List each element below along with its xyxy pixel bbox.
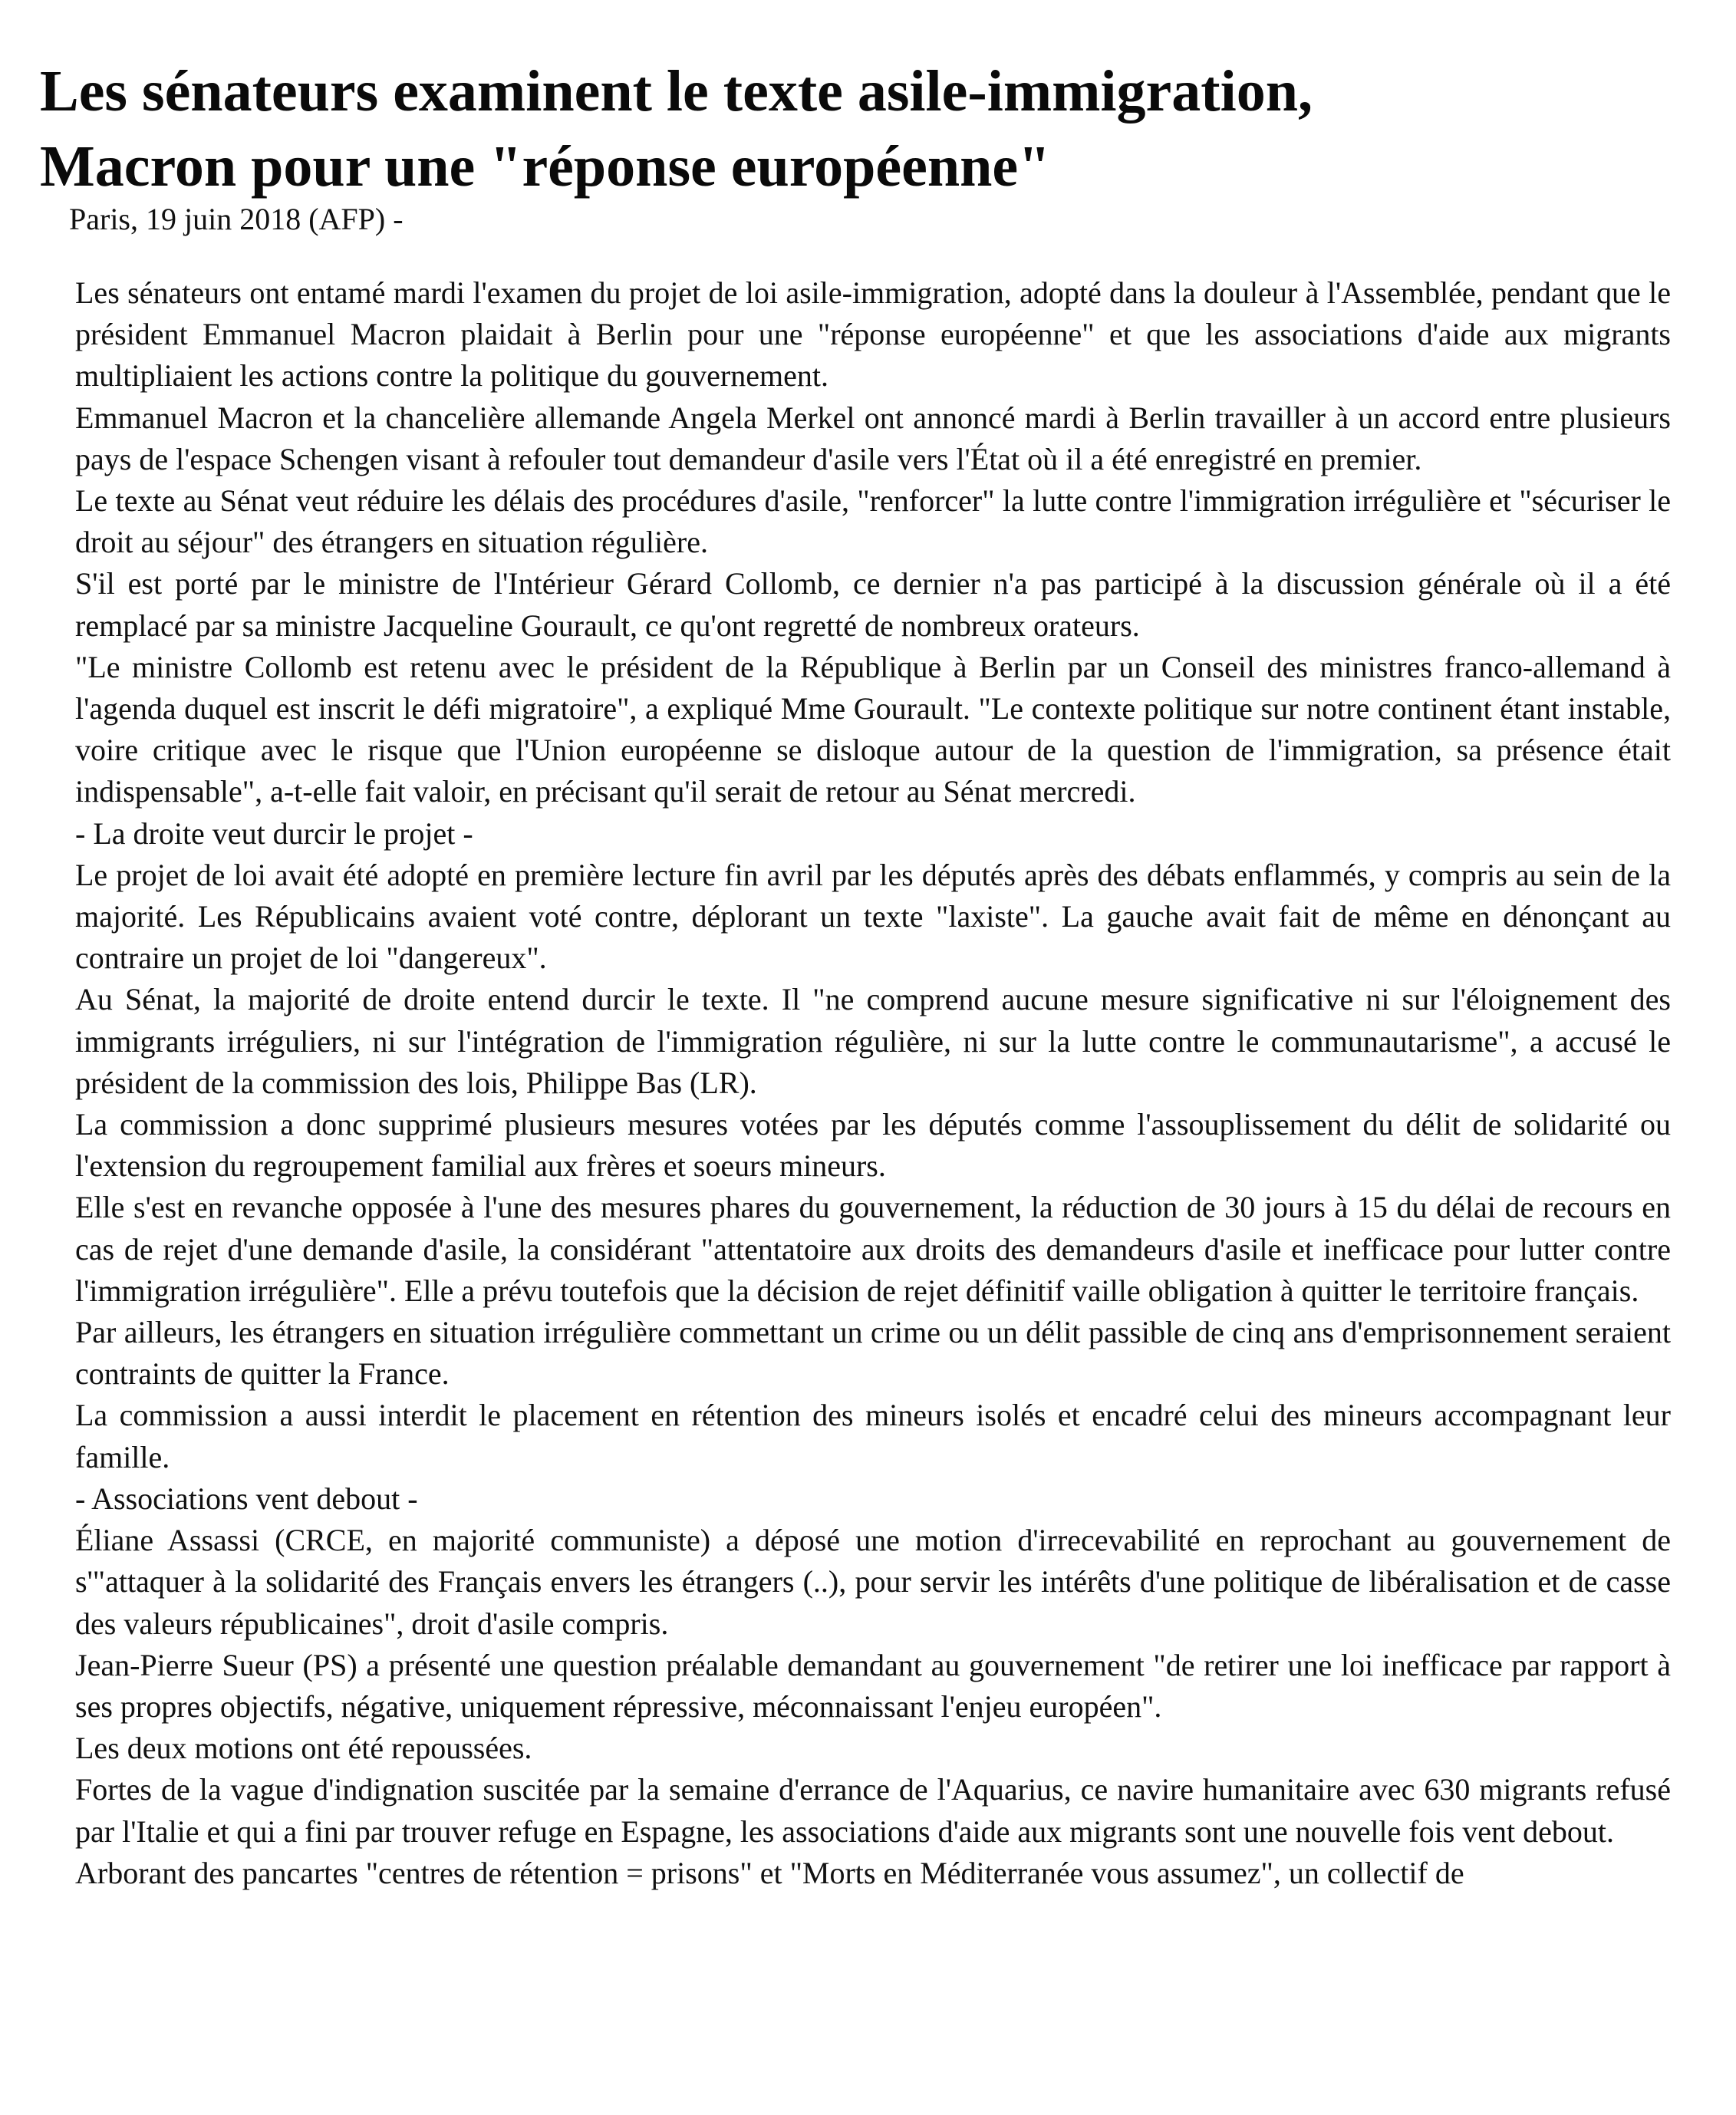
paragraph: Jean-Pierre Sueur (PS) a présenté une question préalable demandant au gouvernement "de retirer une loi inefficace par rapport à ses propres objectifs, négative, uniquement répressive, méconnaissant l'enjeu européen".: [75, 1647, 1671, 1724]
paragraph: Elle s'est en revanche opposée à l'une des mesures phares du gouvernement, la réduction de 30 jours à 15 du délai de recours en cas de rejet d'une demande d'asile, la considérant "attentatoire aux droits des demandeurs d'asile et inefficace pour lutter contre l'immigration irrégulière". Elle a prévu toutefois que la décision de rejet définitif vaille obligation à quitter le territoire français.: [75, 1190, 1671, 1308]
paragraph: Éliane Assassi (CRCE, en majorité communiste) a déposé une motion d'irrecevabilité en reprochant au gouvernement de s'"attaquer à la solidarité des Français envers les étrangers (..), pour servir les intérêts d'une politique de libéralisation et de casse des valeurs républicaines", droit d'asile compris.: [75, 1523, 1671, 1641]
paragraph: Le projet de loi avait été adopté en première lecture fin avril par les députés après des débats enflammés, y compris au sein de la majorité. Les Républicains avaient voté contre, déplorant un texte "laxiste". La gauche avait fait de même en dénonçant au contraire un projet de loi "dangereux".: [75, 857, 1671, 976]
article-body: [75, 272, 1671, 1894]
paragraph: Fortes de la vague d'indignation suscitée par la semaine d'errance de l'Aquarius, ce navire humanitaire avec 630 migrants refusé par l'Italie et qui a fini par trouver refuge en Espagne, les associations d'aide aux migrants sont une nouvelle fois vent debout.: [75, 1772, 1671, 1849]
paragraph: Arborant des pancartes "centres de rétention = prisons" et "Morts en Méditerranée vous assumez", un collectif de: [75, 1855, 1464, 1890]
paragraph: Les sénateurs ont entamé mardi l'examen du projet de loi asile-immigration, adopté dans la douleur à l'Assemblée, pendant que le président Emmanuel Macron plaidait à Berlin pour une "réponse européenne" et que les associations d'aide aux migrants multipliaient les actions contre la politique du gouvernement.: [75, 275, 1671, 394]
paragraph: Le texte au Sénat veut réduire les délais des procédures d'asile, "renforcer" la lutte contre l'immigration irrégulière et "sécuriser le droit au séjour" des étrangers en situation régulière.: [75, 483, 1671, 560]
paragraph: S'il est porté par le ministre de l'Intérieur Gérard Collomb, ce dernier n'a pas participé à la discussion générale où il a été remplacé par sa ministre Jacqueline Gourault, ce qu'ont regretté de nombreux orateurs.: [75, 566, 1671, 643]
headline-line-2: Macron pour une "réponse européenne": [40, 134, 1051, 199]
headline-line-1: Les sénateurs examinent le texte asile-immigration,: [40, 59, 1313, 124]
section-subheading: - La droite veut durcir le projet -: [75, 815, 473, 851]
paragraph: La commission a aussi interdit le placement en rétention des mineurs isolés et encadré celui des mineurs accompagnant leur famille.: [75, 1398, 1671, 1474]
article-headline: [40, 54, 1689, 204]
paragraph: Les deux motions ont été repoussées.: [75, 1731, 532, 1766]
paragraph: Emmanuel Macron et la chancelière allemande Angela Merkel ont annoncé mardi à Berlin travailler à un accord entre plusieurs pays de l'espace Schengen visant à refouler tout demandeur d'asile vers l'État où il a été enregistré en premier.: [75, 400, 1671, 476]
paragraph: "Le ministre Collomb est retenu avec le président de la République à Berlin par un Conseil des ministres franco-allemand à l'agenda duquel est inscrit le défi migratoire", a expliqué Mme Gourault. "Le contexte politique sur notre continent étant instable, voire critique avec le risque que l'Union européenne se disloque autour de la question de l'immigration, sa présence était indispensable", a-t-elle fait valoir, en précisant qu'il serait de retour au Sénat mercredi.: [75, 649, 1671, 809]
paragraph: Par ailleurs, les étrangers en situation irrégulière commettant un crime ou un délit passible de cinq ans d'emprisonnement seraient contraints de quitter la France.: [75, 1315, 1671, 1392]
paragraph: La commission a donc supprimé plusieurs mesures votées par les députés comme l'assouplissement du délit de solidarité ou l'extension du regroupement familial aux frères et soeurs mineurs.: [75, 1107, 1671, 1184]
paragraph: Au Sénat, la majorité de droite entend durcir le texte. Il "ne comprend aucune mesure significative ni sur l'éloignement des immigrants irréguliers, ni sur l'intégration de l'immigration régulière, ni sur la lutte contre le communautarisme", a accusé le président de la commission des lois, Philippe Bas (LR).: [75, 982, 1671, 1100]
section-subheading: - Associations vent debout -: [75, 1481, 418, 1516]
dateline: Paris, 19 juin 2018 (AFP) -: [69, 202, 404, 236]
